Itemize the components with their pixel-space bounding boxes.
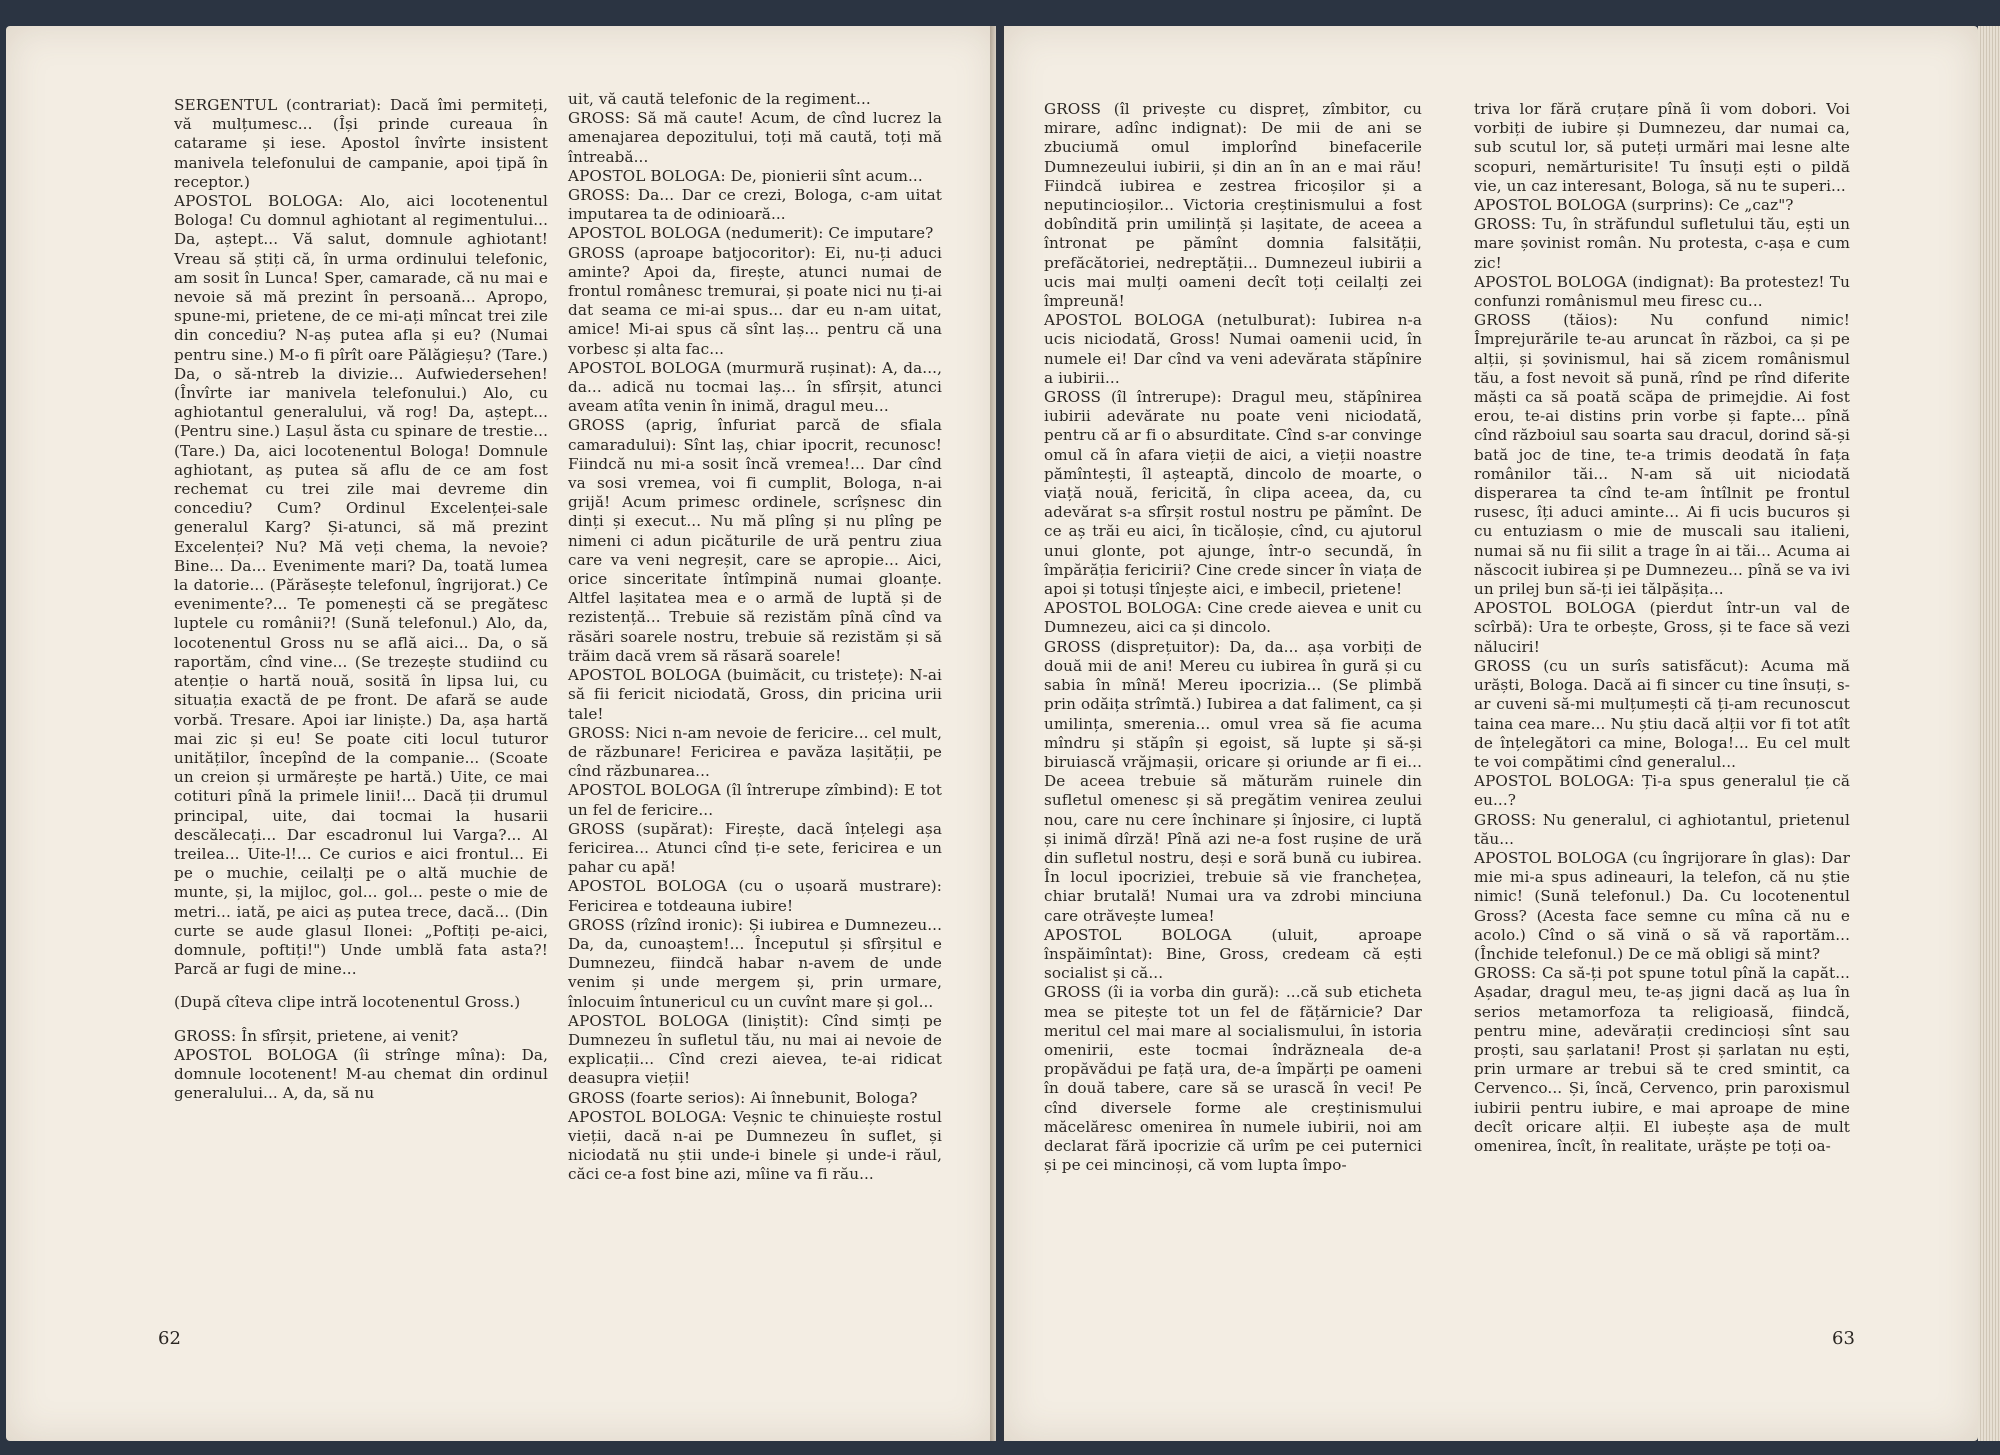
dialogue-paragraph: GROSS (îl privește cu dispreț, zîmbitor, cu mirare, adînc indignat): De mii de ani se zbuciumă omul implorînd binefacerile Dumnezeului iubirii, și din an în an e mai rău! Fiindcă iubirea e zestrea fricoșilor și a neputincioșilor... Victoria creștinismului a fost dobîndită prin umilință și lașitate, de aceea a întronat pe pămînt domnia falsității, prefăcătoriei, nedreptății... Dumnezeul iubirii a ucis mai mulți oameni decît toți ceilalți zei împreună! bbox=[1044, 100, 1422, 311]
dialogue-paragraph: GROSS (îi ia vorba din gură): ...că sub eticheta mea se pitește tot un fel de fățărnicie? Dar meritul cel mai mare al socialismului, în istoria omenirii, este tocmai îndrăzneala de-a propăvădui pe față ura, de-a împărți pe oameni în două tabere, care să se urască în veci! Pe cînd diversele forme ale creștinismului măcelăresc omenirea în numele iubirii, noi am declarat fără ipocrizie că urîm pe cei puternici și pe cei mincinoși, că vom lupta împo- bbox=[1044, 983, 1422, 1175]
dialogue-paragraph: GROSS (foarte serios): Ai înnebunit, Bologa? bbox=[568, 1088, 918, 1107]
dialogue-paragraph: APOSTOL BOLOGA: Alo, aici locotenentul Bologa! Cu domnul aghiotant al regimentului... Da, aștept... Vă salut, domnule aghiotant! Vreau să știți că, în urma ordinului telefonic, am sosit în Lunca! Sper, camarade, că nu mai e nevoie să mă prezint în persoană... Apropo, spune-mi, prietene, de ce mi-ați mîncat trei zile din concediu? N-aș putea afla și eu? (Numai pentru sine.) M-o fi pîrît oare Pălăgieșu? (Tare.) Da, o să-ntreb la divizie... Aufwiedersehen! (Învîrte iar manivela telefonului.) Alo, cu aghiotantul generalului, vă rog! Da, aștept... (Pentru sine.) Lașul ăsta cu spinare de trestie... (Tare.) Da, aici locotenentul Bologa! Domnule aghiotant, aș putea să aflu de ce am fost rechemat cu trei zile mai devreme din concediu? Cum? Ordinul Excelenței-sale generalul Karg? Și-atunci, să mă prezint Excelenței? Nu? Mă veți chema, la nevoie? Bine... Da... Evenimente mari? Da, toată lumea la datorie... (Părăsește telefonul, îngrijorat.) Ce evenimente?... Te pomenești că se pregătesc luptele cu românii?! (Sună telefonul.) Alo, da, locotenentul Gross nu se află aici... Da, o să raportăm, cînd vine... (Se trezește studiind cu atenție o hartă nouă, sosită în lipsa lui, cu situația exactă de pe front. De afară se aude vorbă. Tresare. Apoi iar liniște.) Da, așa hartă mai zic și eu! Se poate citi locul tuturor unităților, începînd de la companie... (Scoate un creion și urmărește pe hartă.) Uite, ce mai cotituri pînă la primele linii!... Dacă ții drumul principal, uite, dai tocmai la husarii descălecați... Dar escadronul lui Varga?... Al treilea... Uite-l!... Ce curios e aici frontul... Ei pe o muchie, ceilalți pe o altă muchie de munte, și, la mijloc, gol... gol... peste o mie de metri... iată, pe aici aș putea trece, dacă... (Din curte se aude glasul Ilonei: „Poftiți pe-aici, domnule, poftiți!") Unde umblă fata asta?! Parcă ar fugi de mine... bbox=[174, 192, 548, 979]
dialogue-paragraph: GROSS (îl întrerupe): Dragul meu, stăpînirea iubirii adevărate nu poate veni niciodată, pentru că ar fi o absurditate. Cînd s-ar convinge omul că în afara vieții de aici, a vieții noastre pămîntești, îl așteaptă, dincolo de moarte, o viață nouă, fericită, în clipa aceea, da, cu adevărat s-a sfîrșit rostul nostru pe pămînt. De ce aș trăi eu aici, în ticăloșie, cînd, cu ajutorul unui glonte, pot ajunge, într-o secundă, în împărăția fericirii? Cine crede sincer în viața de apoi și totuși tînjește aici, e imbecil, prietene! bbox=[1044, 388, 1422, 599]
dialogue-paragraph: APOSTOL BOLOGA: Ți-a spus generalul ție că eu...? bbox=[1474, 772, 1850, 810]
page-number-right: 63 bbox=[1832, 1328, 1855, 1349]
dialogue-paragraph: GROSS: Tu, în străfundul sufletului tău, ești un mare șovinist român. Nu protesta, c-așa e cum zic! bbox=[1474, 215, 1850, 272]
dialogue-paragraph: APOSTOL BOLOGA: Cine crede aievea e unit cu Dumnezeu, aici ca și dincolo. bbox=[1044, 599, 1422, 637]
left-column-2 bbox=[568, 90, 942, 1185]
dialogue-paragraph: GROSS: Da... Dar ce crezi, Bologa, c-am uitat imputarea ta de odinioară... bbox=[568, 186, 942, 224]
dialogue-paragraph: GROSS (cu un surîs satisfăcut): Acuma mă urăști, Bologa. Dacă ai fi sincer cu tine însuți, s-ar cuveni să-mi mulțumești că ți-am recunoscut taina cea mare... Nu știu dacă alții vor fi tot atît de înțelegători ca mine, Bologa!... Eu cel mult te voi compătimi cînd generalul... bbox=[1474, 656, 1850, 771]
right-column-1 bbox=[1044, 100, 1422, 1175]
dialogue-paragraph: APOSTOL BOLOGA (pierdut într-un val de scîrbă): Ura te orbește, Gross, și te face să vezi năluciri! bbox=[1474, 599, 1850, 656]
dialogue-paragraph: APOSTOL BOLOGA (netulburat): Iubirea n-a ucis niciodată, Gross! Numai oamenii ucid, în numele ei! Dar cînd va veni adevărata stăpînire a iubirii... bbox=[1044, 311, 1422, 387]
dialogue-paragraph: APOSTOL BOLOGA (liniștit): Cînd simți pe Dumnezeu în sufletul tău, nu mai ai nevoie de explicații... Cînd crezi aievea, te-ai ridicat deasupra vieții! bbox=[568, 1011, 942, 1088]
left-page bbox=[6, 26, 996, 1441]
dialogue-paragraph: APOSTOL BOLOGA (murmură rușinat): A, da..., da... adică nu tocmai laș... în sfîrșit, atunci aveam atîta venin în inimă, dragul meu... bbox=[568, 358, 942, 416]
dialogue-paragraph: GROSS: Ca să-ți pot spune totul pînă la capăt... Așadar, dragul meu, te-aș jigni dacă aș lua în serios metamorfoza ta religioasă, fiindcă, pentru mine, adevărații credincioși sînt sau proști, sau șarlatani! Prost și șarlatan nu ești, prin urmare ar trebui să te cred smintit, ca Cervenco... Și, încă, Cervenco, prin paroxismul iubirii pentru iubire, e mai aproape de mine decît oricare alții. El iubește așa de mult omenirea, încît, în realitate, urăște pe toți oa- bbox=[1474, 964, 1850, 1155]
dialogue-paragraph: APOSTOL BOLOGA (buimăcit, cu tristețe): N-ai să fii fericit niciodată, Gross, din pricina urii tale! bbox=[568, 666, 942, 723]
dialogue-paragraph: APOSTOL BOLOGA: Veșnic te chinuiește rostul vieții, dacă n-ai pe Dumnezeu în suflet, și niciodată nu știi unde-i binele și unde-i răul, căci ce-a fost bine azi, mîine va fi rău... bbox=[568, 1107, 942, 1184]
page-number-left: 62 bbox=[158, 1328, 181, 1349]
book-spread bbox=[0, 18, 2000, 1455]
dialogue-paragraph: GROSS (aprig, înfuriat parcă de sfiala camaradului): Sînt laș, chiar ipocrit, recunosc! Fiindcă nu mi-a sosit încă vremea!... Dar cînd va sosi vremea, voi fi cumplit, Bologa, n-ai grijă! Acum primesc ordinele, scrîșnesc din dinți și execut... Nu mă plîng și nu plîng pe nimeni ci adun picăturile de ură pentru ziua care va veni negreșit, care se apropie... Aici, orice sinceritate întîmpină numai gloanțe. Altfel lașitatea mea e o armă de luptă și de rezistență... Trebuie să rezistăm pînă cînd va răsări soarele nostru, trebuie să rezistăm și să trăim dacă vrem să răsară soarele! bbox=[568, 416, 942, 665]
dialogue-paragraph: GROSS: Să mă caute! Acum, de cînd lucrez la amenajarea depozitului, toți mă caută, toți mă întreabă... bbox=[568, 109, 942, 166]
dialogue-paragraph: APOSTOL BOLOGA (îl întrerupe zîmbind): E tot un fel de fericire... bbox=[568, 781, 942, 819]
dialogue-paragraph: GROSS: Nici n-am nevoie de fericire... cel mult, de răzbunare! Fericirea e pavăza lașității, pe cînd răzbunarea... bbox=[568, 723, 942, 781]
dialogue-paragraph: GROSS (tăios): Nu confund nimic! Împrejurările te-au aruncat în război, ca și pe alții, și șovinismul, hai să zicem românismul tău, a fost nevoit să pună, rînd pe rînd diferite măști ca să poată scăpa de primejdie. Ai fost erou, te-ai distins prin vorbe și fapte... pînă cînd războiul sau soarta sau dracul, dorind să-și bată joc de tine, te-a trimis deodată în fața românilor tăi... N-am să uit niciodată disperarea ta cînd te-am întîlnit pe frontul rusesc, îți aduci aminte... Ai fi ucis bucuros și cu entuziasm o mie de muscali sau italieni, numai să nu fii silit a trage în ai tăi... Acuma ai născocit iubirea și pe Dumnezeu... pînă se va ivi un prilej bun să-ți iei tălpășița... bbox=[1474, 311, 1850, 599]
dialogue-paragraph: APOSTOL BOLOGA (uluit, aproape înspăimîntat): Bine, Gross, credeam că ești socialist și că... bbox=[1044, 925, 1422, 983]
dialogue-paragraph: (După cîteva clipe intră locotenentul Gross.) bbox=[174, 993, 521, 1012]
dialogue-paragraph: APOSTOL BOLOGA (cu o ușoară mustrare): Fericirea e totdeauna iubire! bbox=[568, 877, 942, 915]
dialogue-paragraph: SERGENTUL (contrariat): Dacă îmi permiteți, vă mulțumesc... (Își prinde cureaua în catarame și iese. Apostol învîrte insistent manivela telefonului de campanie, apoi țipă în receptor.) bbox=[174, 96, 548, 191]
dialogue-paragraph: GROSS (supărat): Firește, dacă înțelegi așa fericirea... Atunci cînd ți-e sete, fericirea e un pahar cu apă! bbox=[568, 819, 942, 877]
dialogue-paragraph: GROSS (aproape batjocoritor): Ei, nu-ți aduci aminte? Apoi da, firește, atunci numai de frontul românesc tremurai, și poate nici nu ți-ai dat seama ce mi-ai spus... dar eu n-am uitat, amice! Mi-ai spus că sînt laș... pentru că una vorbesc și alta fac... bbox=[568, 243, 942, 358]
left-column-1 bbox=[174, 96, 548, 1103]
dialogue-paragraph: uit, vă caută telefonic de la regiment... bbox=[568, 90, 871, 108]
dialogue-paragraph: GROSS: În sfîrșit, prietene, ai venit? bbox=[174, 1026, 459, 1045]
dialogue-paragraph: APOSTOL BOLOGA (nedumerit): Ce imputare? bbox=[568, 224, 934, 243]
dialogue-paragraph: APOSTOL BOLOGA (surprins): Ce „caz"? bbox=[1474, 196, 1794, 215]
dialogue-paragraph: triva lor fără cruțare pînă îi vom dobori. Voi vorbiți de iubire și Dumnezeu, dar numai ca, sub scutul lor, să puteți urmări mai lesne alte scopuri, nemărturisite! Tu însuți ești o pildă vie, un caz interesant, Bologa, să nu te superi... bbox=[1474, 100, 1850, 195]
dialogue-paragraph: APOSTOL BOLOGA: De, pionierii sînt acum... bbox=[568, 166, 923, 185]
dialogue-paragraph: APOSTOL BOLOGA (îi strînge mîna): Da, domnule locotenent! M-au chemat din ordinul generalului... A, da, să nu bbox=[174, 1045, 548, 1103]
dialogue-paragraph: GROSS: Nu generalul, ci aghiotantul, prietenul tău... bbox=[1474, 810, 1850, 848]
dialogue-paragraph: GROSS (rîzînd ironic): Și iubirea e Dumnezeu... Da, da, cunoaștem!... Începutul și sfîrșitul e Dumnezeu, fiindcă habar n-avem de unde venim și unde mergem și, prin urmare, înlocuim întunericul cu un cuvînt mare și gol... bbox=[568, 915, 942, 1011]
page-edges bbox=[1978, 26, 2000, 1441]
dialogue-paragraph: APOSTOL BOLOGA (cu îngrijorare în glas): Dar mie mi-a spus adineauri, la telefon, că nu știe nimic! (Sună telefonul.) Da. Cu locotenentul Gross? (Acesta face semne cu mîna că nu e acolo.) Cînd o să vină o să vă raportăm... (Închide telefonul.) De ce mă obligi să mint? bbox=[1474, 848, 1850, 963]
dialogue-paragraph: GROSS (disprețuitor): Da, da... așa vorbiți de două mii de ani! Mereu cu iubirea în gură și cu sabia în mînă! Mereu ipocrizia... (Se plimbă prin odăița strîmtă.) Iubirea a dat faliment, ca și umilința, smerenia... omul vrea să fie acuma mîndru și stăpîn și egoist, să lupte și să-și biruiască vrăjmașii, oricare și oriunde ar fi ei... De aceea trebuie să măturăm ruinele din sufletul omenesc și să pregătim venirea zeului nou, care nu cere închinare și înjosire, ci luptă și inimă dîrză! Pînă azi ne-a fost rușine de ură din sufletul nostru, deși e soră bună cu iubirea. În locul ipocriziei, trebuie să vie franchețea, chiar brutală! Numai ura va zdrobi minciuna care otrăvește lumea! bbox=[1044, 637, 1422, 925]
right-page bbox=[1004, 26, 1978, 1441]
right-column-2 bbox=[1474, 100, 1850, 1156]
dialogue-paragraph: APOSTOL BOLOGA (indignat): Ba protestez! Tu confunzi românismul meu firesc cu... bbox=[1474, 272, 1850, 311]
